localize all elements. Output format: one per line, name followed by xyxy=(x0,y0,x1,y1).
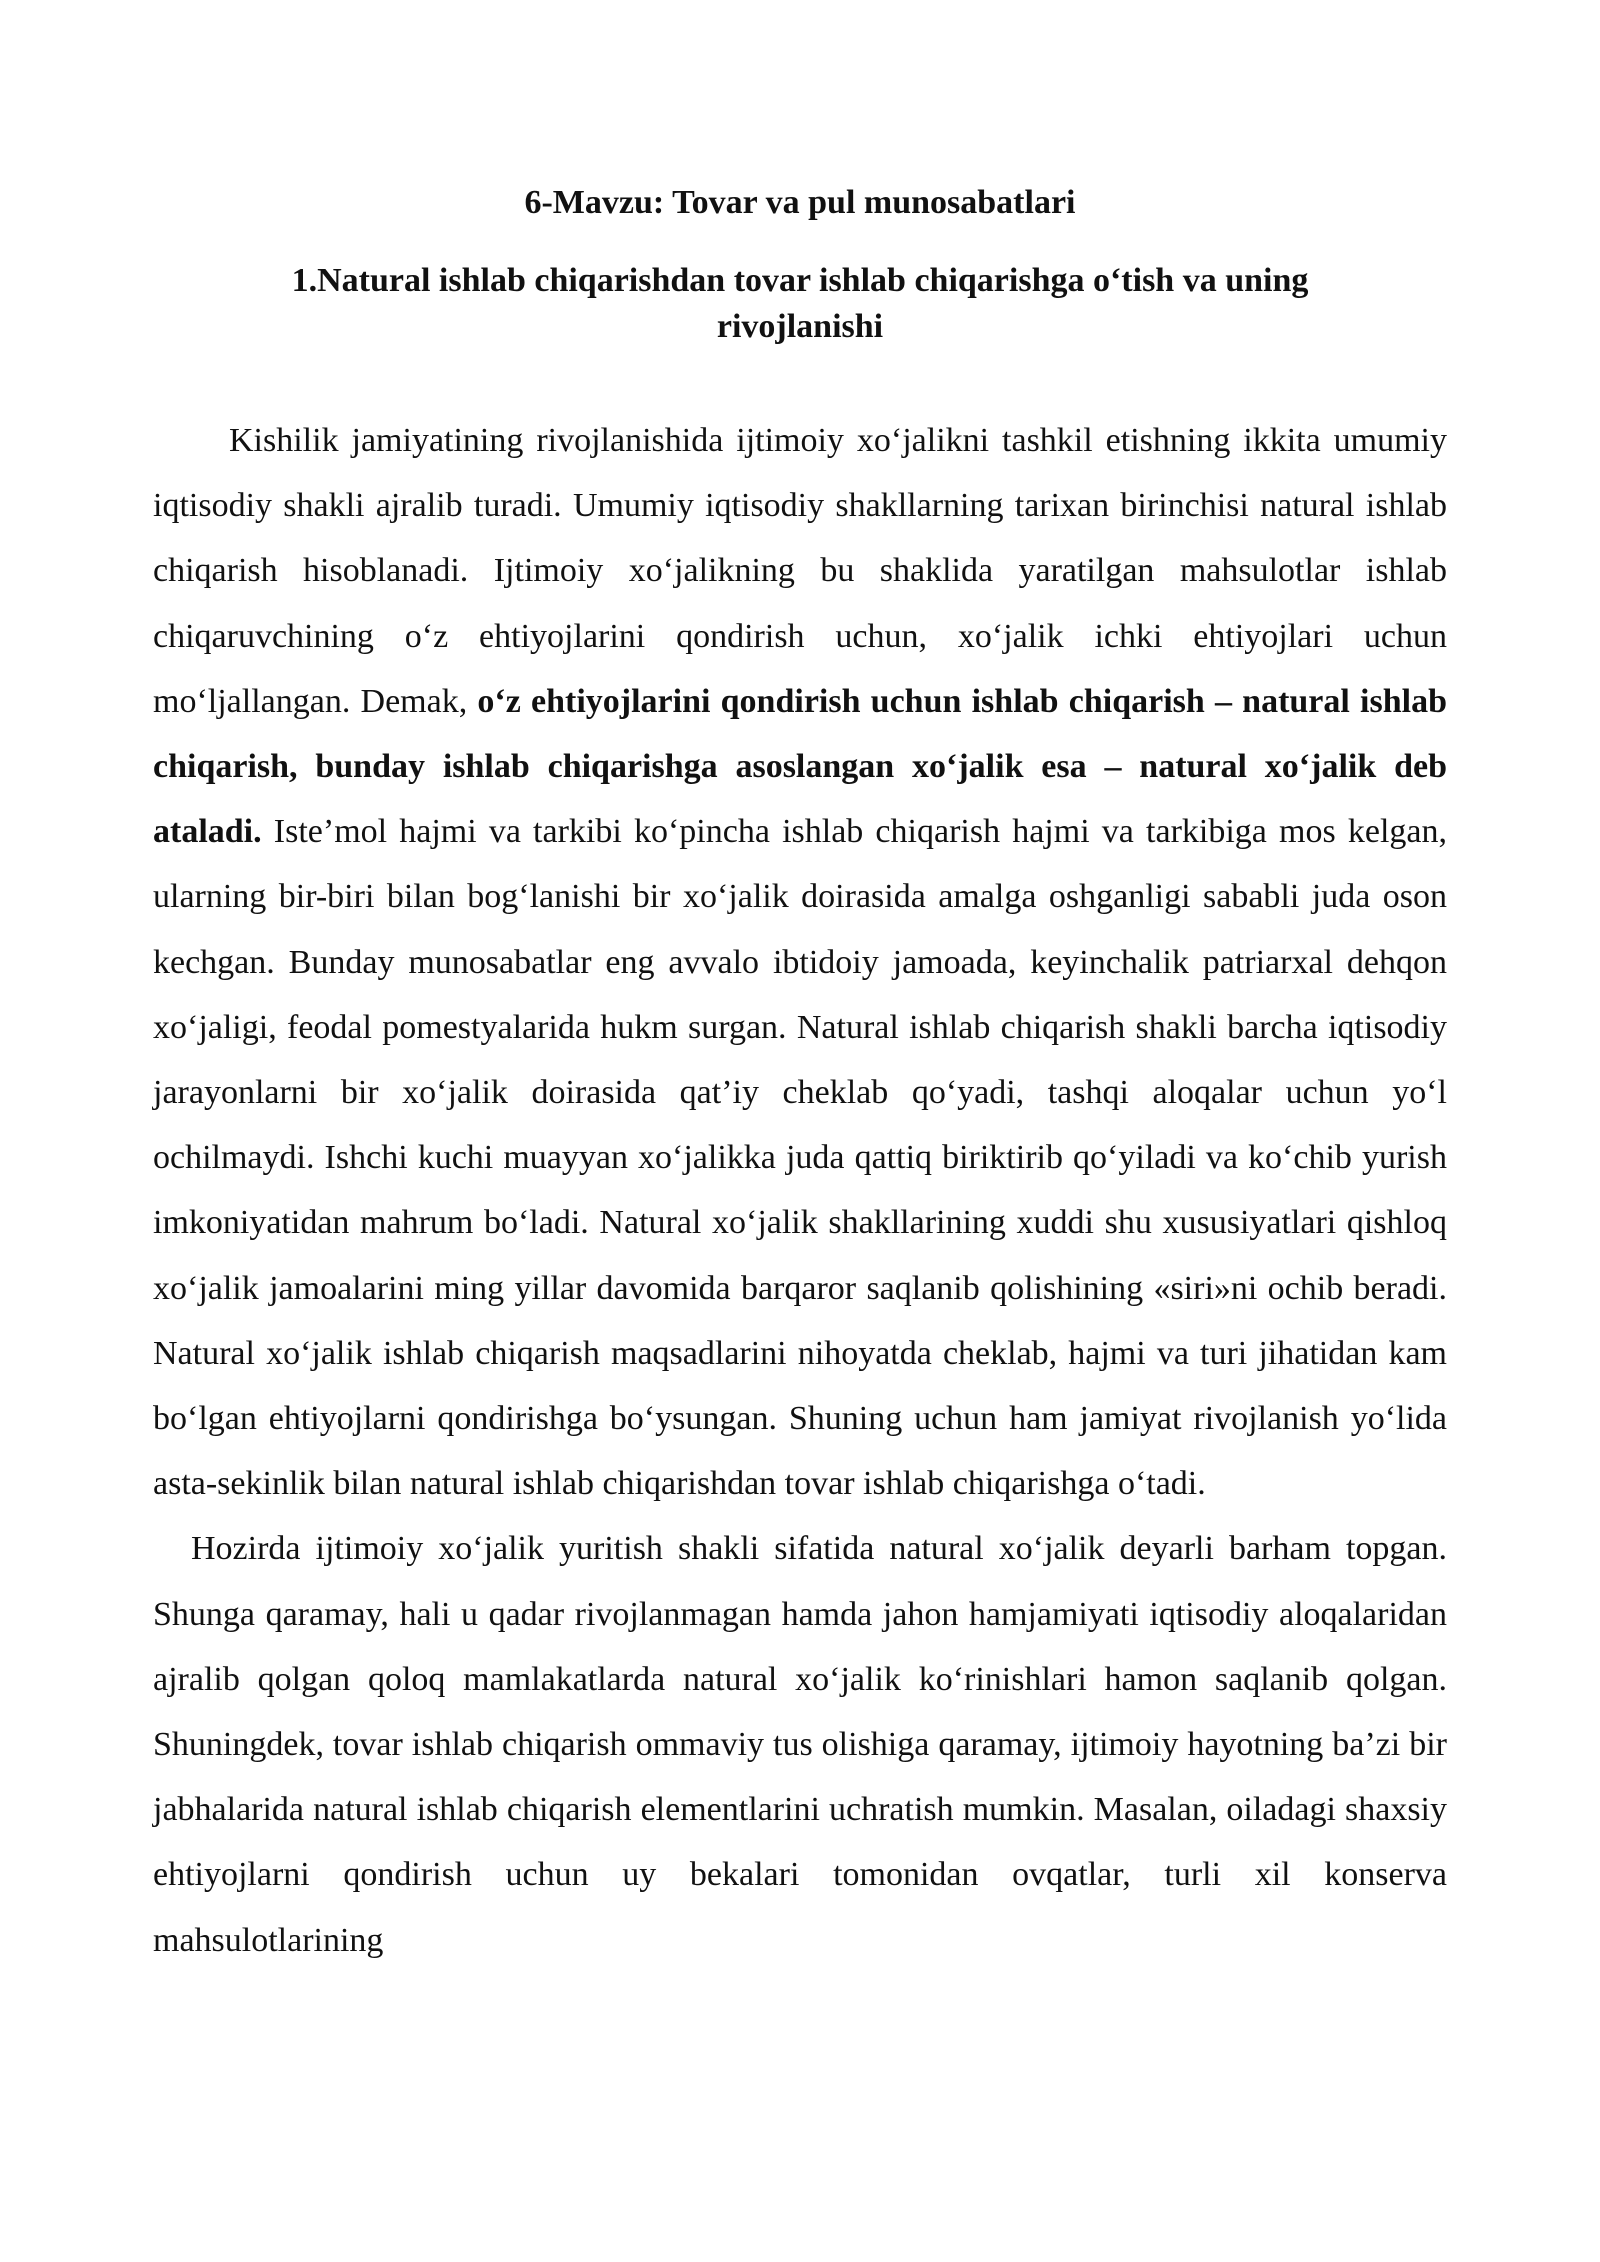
paragraph-1-definition: o‘z ehtiyojlarini qondirish uchun ishlab chiqarish – natural ishlab chiqarish, bunday ishlab chiqarishga asoslangan xo‘jalik esa – natural xo‘jalik deb ataladi. xyxy=(153,682,1447,851)
page-title: 6-Mavzu: Tovar va pul munosabatlari xyxy=(524,184,1076,221)
section-heading: 1.Natural ishlab chiqarishdan tovar ishlab chiqarishga o‘tish va uning rivojlanishi xyxy=(291,262,1309,345)
document-page xyxy=(153,180,1447,1973)
paragraph-1-text-b: Iste’mol hajmi va tarkibi ko‘pincha ishlab chiqarish hajmi va tarkibiga mos kelgan, ularning bir-biri bilan bog‘lanishi bir xo‘jalik doirasida amalga oshganligi sababli juda oson kechgan. Bunday munosabatlar eng avvalo ibtidoiy jamoada, keyinchalik patriarxal dehqon xo‘jaligi, feodal pomestyalarida hukm surgan. Natural ishlab chiqarish shakli barcha iqtisodiy jarayonlarni bir xo‘jalik doirasida qat’iy cheklab qo‘yadi, tashqi aloqalar uchun yo‘l ochilmaydi. Ishchi kuchi muayyan xo‘jalikka juda qattiq biriktirib qo‘yiladi va ko‘chib yurish imkoniyatidan mahrum bo‘ladi. Natural xo‘jalik shakllarining xuddi shu xususiyatlari qishloq xo‘jalik jamoalarini ming yillar davomida barqaror saqlanib qolishining «siri»ni ochib beradi. Natural xo‘jalik ishlab chiqarish maqsadlarini nihoyatda cheklab, hajmi va turi jihatidan kam bo‘lgan ehtiyojlarni qondirishga bo‘ysungan. Shuning uchun ham jamiyat rivojlanish yo‘lida asta-sekinlik bilan natural ishlab chiqarishdan tovar ishlab chiqarishga o‘tadi. xyxy=(153,813,1447,1503)
body-paragraph-1 xyxy=(153,408,1447,1516)
body-paragraph-2: Hozirda ijtimoiy xo‘jalik yuritish shakli sifatida natural xo‘jalik deyarli barham topgan. Shunga qaramay, hali u qadar rivojlanmagan hamda jahon hamjamiyati iqtisodiy aloqalaridan ajralib qolgan qoloq mamlakatlarda natural xo‘jalik ko‘rinishlari hamon saqlanib qolgan. Shuningdek, tovar ishlab chiqarish ommaviy tus olishiga qaramay, ijtimoiy hayotning ba’zi bir jabhalarida natural ishlab chiqarish elementlarini uchratish mumkin. Masalan, oiladagi shaxsiy ehtiyojlarni qondirish uchun uy bekalari tomonidan ovqatlar, turli xil konserva mahsulotlarining xyxy=(153,1530,1447,1959)
paragraph-1-text-a: Kishilik jamiyatining rivojlanishida ijtimoiy xo‘jalikni tashkil etishning ikkita umumiy iqtisodiy shakli ajralib turadi. Umumiy iqtisodiy shakllarning tarixan birinchisi natural ishlab chiqarish hisoblanadi. Ijtimoiy xo‘jalikning bu shaklida yaratilgan mahsulotlar ishlab chiqaruvchining o‘z ehtiyojlarini qondirish uchun, xo‘jalik ichki ehtiyojlari uchun mo‘ljallangan. Demak, xyxy=(153,422,1447,720)
